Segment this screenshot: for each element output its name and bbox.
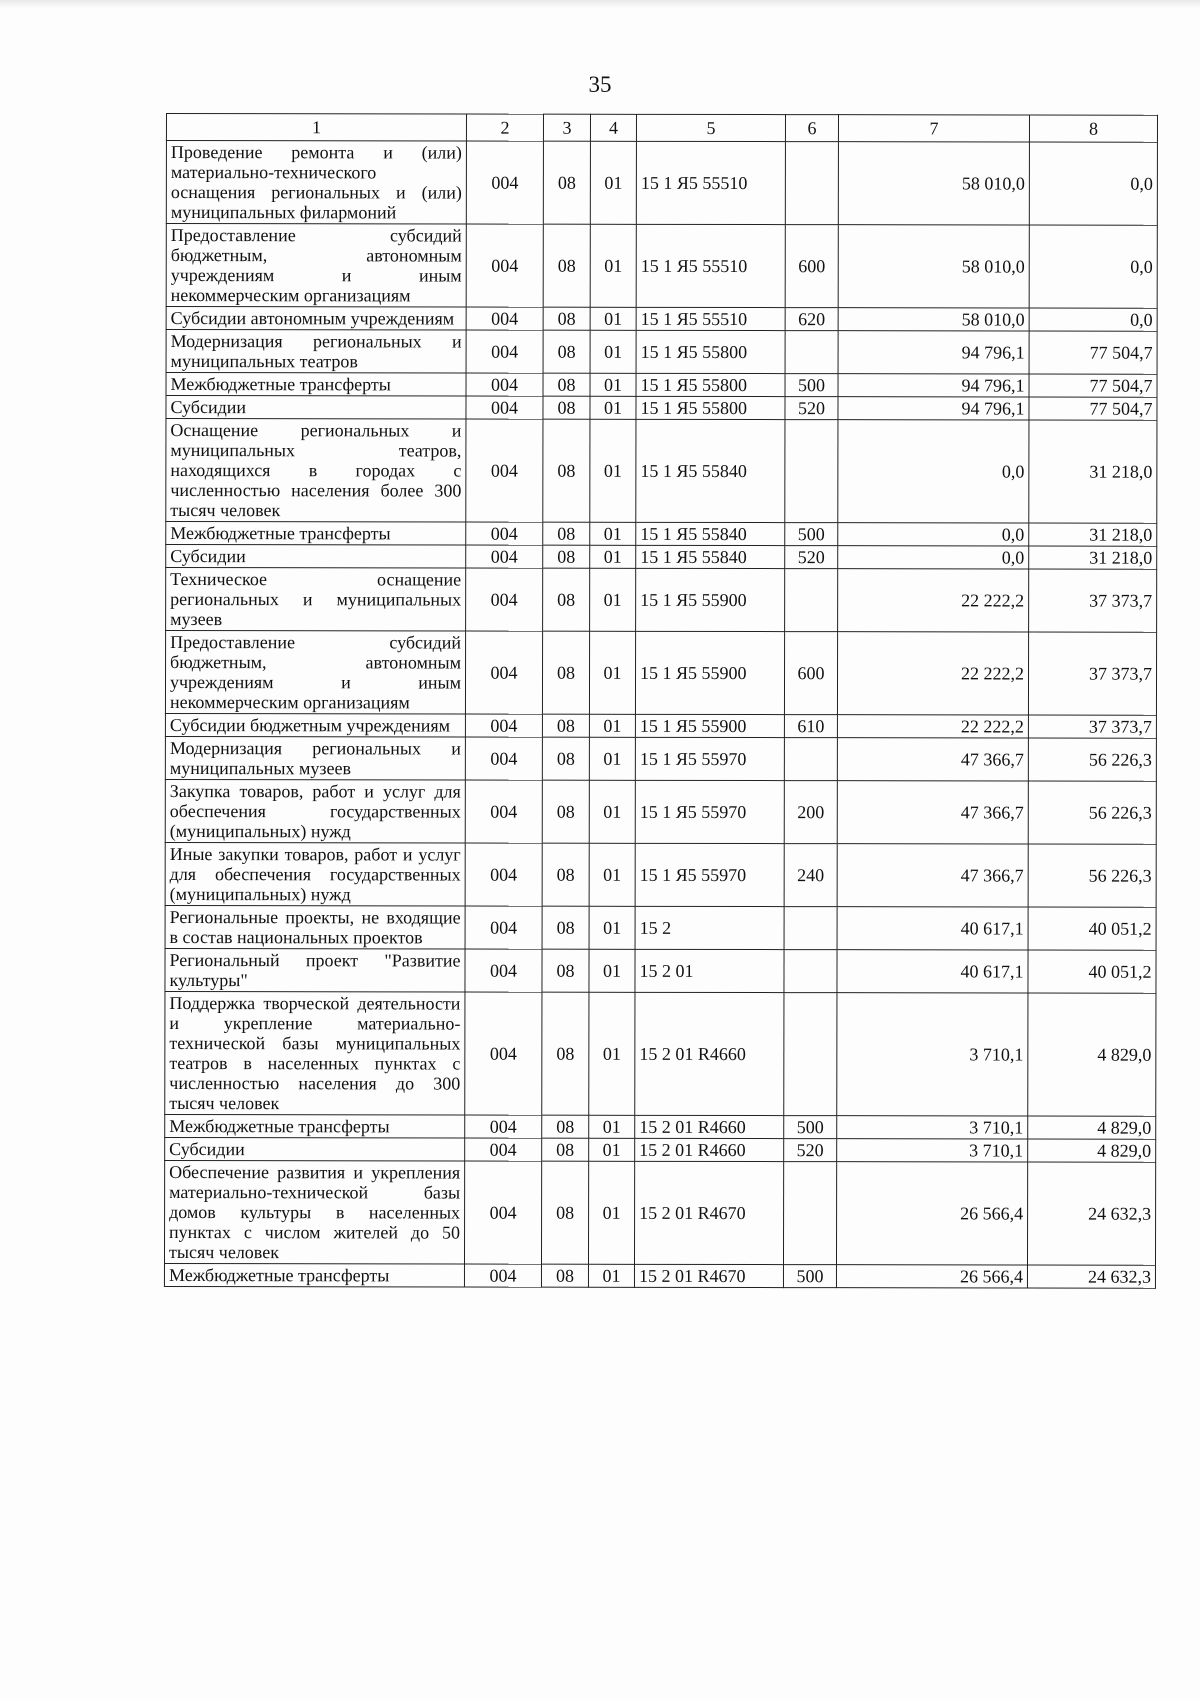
code-section: 08 bbox=[543, 396, 590, 419]
column-header: 8 bbox=[1029, 115, 1157, 142]
code-target-article: 15 2 01 bbox=[635, 949, 784, 992]
code-target-article: 15 1 Я5 55800 bbox=[636, 330, 785, 373]
table-row bbox=[165, 779, 1156, 844]
code-ministry: 004 bbox=[465, 737, 542, 780]
code-expense-type: 620 bbox=[785, 308, 838, 331]
code-ministry: 004 bbox=[466, 522, 543, 545]
code-target-article: 15 2 01 R4670 bbox=[634, 1161, 783, 1264]
amount-year-1: 47 366,7 bbox=[837, 781, 1028, 844]
amount-year-2: 77 504,7 bbox=[1029, 374, 1157, 397]
code-subsection: 01 bbox=[590, 568, 636, 631]
code-subsection: 01 bbox=[590, 141, 636, 224]
amount-year-2: 40 051,2 bbox=[1028, 950, 1156, 993]
table-row bbox=[166, 330, 1157, 375]
code-subsection: 01 bbox=[590, 545, 636, 568]
code-target-article: 15 1 Я5 55970 bbox=[635, 843, 784, 906]
code-expense-type bbox=[783, 1162, 836, 1265]
code-section: 08 bbox=[542, 714, 589, 737]
table-row bbox=[166, 307, 1157, 332]
table-row bbox=[165, 905, 1156, 950]
amount-year-2: 31 218,0 bbox=[1029, 523, 1157, 546]
amount-year-1: 40 617,1 bbox=[837, 950, 1028, 993]
table-row bbox=[166, 396, 1157, 421]
table-row bbox=[166, 522, 1157, 547]
code-target-article: 15 1 Я5 55510 bbox=[636, 141, 785, 224]
row-name: Иные закупки товаров, работ и услуг для обеспечения государственных (муниципальных) нужд bbox=[165, 842, 465, 906]
code-ministry: 004 bbox=[466, 419, 543, 522]
code-subsection: 01 bbox=[589, 906, 635, 949]
row-name: Субсидии bbox=[166, 396, 466, 420]
code-section: 08 bbox=[543, 141, 590, 224]
code-expense-type: 520 bbox=[785, 546, 838, 569]
amount-year-2: 56 226,3 bbox=[1028, 844, 1156, 907]
column-header: 1 bbox=[166, 114, 466, 142]
table-row bbox=[165, 991, 1156, 1116]
amount-year-1: 3 710,1 bbox=[837, 993, 1028, 1116]
amount-year-1: 94 796,1 bbox=[838, 331, 1029, 374]
row-name: Закупка товаров, работ и услуг для обеспечения государственных (муниципальных) нужд bbox=[165, 779, 465, 843]
code-target-article: 15 2 01 R4660 bbox=[635, 1138, 784, 1161]
amount-year-2: 77 504,7 bbox=[1029, 397, 1157, 420]
table-row bbox=[165, 631, 1156, 716]
amount-year-2: 0,0 bbox=[1029, 225, 1157, 308]
code-ministry: 004 bbox=[465, 906, 542, 949]
amount-year-2: 4 829,0 bbox=[1028, 1139, 1156, 1162]
amount-year-1: 94 796,1 bbox=[838, 374, 1029, 397]
row-name: Предоставление субсидий бюджетным, автономным учреждениям и иным некоммерческим организациям bbox=[166, 224, 466, 308]
code-expense-type bbox=[784, 738, 837, 781]
code-subsection: 01 bbox=[589, 631, 635, 714]
code-expense-type: 600 bbox=[785, 225, 838, 308]
amount-year-1: 58 010,0 bbox=[838, 308, 1029, 331]
code-section: 08 bbox=[542, 949, 589, 992]
code-expense-type bbox=[785, 331, 838, 374]
column-header: 4 bbox=[590, 114, 636, 141]
code-section: 08 bbox=[543, 568, 590, 631]
code-subsection: 01 bbox=[590, 419, 636, 522]
row-name: Субсидии бюджетным учреждениям bbox=[165, 713, 465, 737]
amount-year-2: 31 218,0 bbox=[1029, 420, 1157, 523]
row-name: Субсидии bbox=[165, 1137, 465, 1161]
code-target-article: 15 1 Я5 55900 bbox=[635, 714, 784, 737]
code-target-article: 15 2 01 R4670 bbox=[634, 1264, 783, 1287]
amount-year-1: 94 796,1 bbox=[838, 397, 1029, 420]
code-ministry: 004 bbox=[466, 330, 543, 373]
code-subsection: 01 bbox=[590, 224, 636, 307]
code-section: 08 bbox=[542, 1115, 589, 1138]
amount-year-1: 47 366,7 bbox=[837, 844, 1028, 907]
code-section: 08 bbox=[543, 419, 590, 522]
code-ministry: 004 bbox=[465, 843, 542, 906]
amount-year-2: 4 829,0 bbox=[1028, 1116, 1156, 1139]
code-subsection: 01 bbox=[589, 992, 635, 1115]
row-name: Региональный проект "Развитие культуры" bbox=[165, 948, 465, 992]
code-ministry: 004 bbox=[465, 714, 542, 737]
code-expense-type bbox=[785, 420, 838, 523]
code-expense-type: 520 bbox=[785, 397, 838, 420]
code-ministry: 004 bbox=[465, 992, 542, 1115]
code-ministry: 004 bbox=[466, 141, 543, 224]
amount-year-2: 0,0 bbox=[1029, 308, 1157, 331]
row-name: Проведение ремонта и (или) материально-технического оснащения региональных и (или) муниципальных филармоний bbox=[166, 141, 466, 225]
code-expense-type: 240 bbox=[784, 844, 837, 907]
code-section: 08 bbox=[541, 1161, 588, 1264]
code-subsection: 01 bbox=[588, 1161, 634, 1264]
code-section: 08 bbox=[542, 780, 589, 843]
amount-year-1: 0,0 bbox=[838, 546, 1029, 569]
code-ministry: 004 bbox=[464, 1264, 541, 1287]
code-section: 08 bbox=[542, 906, 589, 949]
row-name: Региональные проекты, не входящие в состав национальных проектов bbox=[165, 905, 465, 949]
table-row bbox=[166, 419, 1157, 524]
code-expense-type bbox=[784, 950, 837, 993]
table-row bbox=[166, 545, 1157, 570]
row-name: Межбюджетные трансферты bbox=[166, 522, 466, 546]
amount-year-1: 47 366,7 bbox=[837, 738, 1028, 781]
code-subsection: 01 bbox=[589, 1138, 635, 1161]
table-row bbox=[166, 224, 1157, 309]
code-section: 08 bbox=[543, 307, 590, 330]
table-row bbox=[165, 713, 1156, 738]
code-section: 08 bbox=[543, 330, 590, 373]
amount-year-2: 56 226,3 bbox=[1028, 781, 1156, 844]
code-subsection: 01 bbox=[590, 330, 636, 373]
header-row bbox=[166, 114, 1157, 143]
code-target-article: 15 1 Я5 55800 bbox=[636, 373, 785, 396]
code-subsection: 01 bbox=[588, 1264, 634, 1287]
row-name: Межбюджетные трансферты bbox=[165, 1114, 465, 1138]
code-expense-type: 500 bbox=[785, 523, 838, 546]
code-expense-type: 500 bbox=[783, 1265, 836, 1288]
code-ministry: 004 bbox=[465, 780, 542, 843]
code-subsection: 01 bbox=[590, 373, 636, 396]
row-name: Субсидии автономным учреждениям bbox=[166, 307, 466, 331]
table-row bbox=[166, 373, 1157, 398]
amount-year-1: 26 566,4 bbox=[836, 1265, 1027, 1288]
code-section: 08 bbox=[543, 373, 590, 396]
code-subsection: 01 bbox=[590, 396, 636, 419]
code-ministry: 004 bbox=[465, 631, 542, 714]
amount-year-1: 0,0 bbox=[838, 523, 1029, 546]
row-name: Субсидии bbox=[166, 545, 466, 569]
code-target-article: 15 1 Я5 55900 bbox=[635, 631, 784, 714]
code-expense-type: 610 bbox=[784, 715, 837, 738]
amount-year-1: 22 222,2 bbox=[837, 632, 1028, 715]
code-target-article: 15 1 Я5 55970 bbox=[635, 780, 784, 843]
code-expense-type: 600 bbox=[784, 632, 837, 715]
code-expense-type: 500 bbox=[785, 374, 838, 397]
table-row bbox=[165, 948, 1156, 993]
amount-year-1: 22 222,2 bbox=[837, 715, 1028, 738]
code-expense-type bbox=[785, 142, 838, 225]
amount-year-2: 77 504,7 bbox=[1029, 331, 1157, 374]
table-row bbox=[166, 141, 1157, 226]
code-subsection: 01 bbox=[589, 949, 635, 992]
scan-edge bbox=[0, 0, 1200, 8]
column-header: 2 bbox=[466, 114, 543, 141]
code-ministry: 004 bbox=[466, 307, 543, 330]
amount-year-2: 37 373,7 bbox=[1028, 715, 1156, 738]
amount-year-2: 37 373,7 bbox=[1028, 632, 1156, 715]
amount-year-2: 56 226,3 bbox=[1028, 738, 1156, 781]
row-name: Поддержка творческой деятельности и укрепление материально-технической базы муниципальных театров в населенных пунктах с численностью населения до 300 тысяч человек bbox=[165, 991, 465, 1115]
row-name: Межбюджетные трансферты bbox=[166, 373, 466, 397]
column-header: 5 bbox=[636, 114, 785, 141]
row-name: Модернизация региональных и муниципальных музеев bbox=[165, 736, 465, 780]
code-expense-type bbox=[784, 907, 837, 950]
code-subsection: 01 bbox=[589, 1115, 635, 1138]
table-row bbox=[166, 568, 1157, 633]
code-ministry: 004 bbox=[466, 373, 543, 396]
code-section: 08 bbox=[542, 631, 589, 714]
code-target-article: 15 1 Я5 55970 bbox=[635, 737, 784, 780]
row-name: Предоставление субсидий бюджетным, автономным учреждениям и иным некоммерческим организациям bbox=[165, 631, 465, 715]
code-ministry: 004 bbox=[466, 396, 543, 419]
table-row bbox=[164, 1263, 1155, 1288]
code-subsection: 01 bbox=[589, 780, 635, 843]
amount-year-2: 24 632,3 bbox=[1027, 1265, 1155, 1288]
table-row bbox=[165, 842, 1156, 907]
row-name: Межбюджетные трансферты bbox=[164, 1263, 464, 1287]
code-ministry: 004 bbox=[466, 568, 543, 631]
table-row bbox=[165, 1114, 1156, 1139]
code-section: 08 bbox=[543, 224, 590, 307]
amount-year-1: 0,0 bbox=[838, 420, 1029, 523]
amount-year-1: 40 617,1 bbox=[837, 907, 1028, 950]
page-number: 35 bbox=[588, 72, 612, 97]
code-expense-type: 520 bbox=[784, 1139, 837, 1162]
amount-year-1: 58 010,0 bbox=[838, 142, 1029, 225]
table-row bbox=[165, 1137, 1156, 1162]
column-header: 6 bbox=[785, 115, 838, 142]
code-expense-type bbox=[785, 569, 838, 632]
code-expense-type bbox=[784, 993, 837, 1116]
amount-year-2: 24 632,3 bbox=[1027, 1162, 1155, 1265]
amount-year-1: 58 010,0 bbox=[838, 225, 1029, 308]
code-section: 08 bbox=[541, 1264, 588, 1287]
code-subsection: 01 bbox=[589, 843, 635, 906]
code-target-article: 15 1 Я5 55840 bbox=[636, 545, 785, 568]
amount-year-1: 3 710,1 bbox=[837, 1139, 1028, 1162]
code-target-article: 15 1 Я5 55900 bbox=[636, 568, 785, 631]
code-expense-type: 200 bbox=[784, 781, 837, 844]
code-ministry: 004 bbox=[465, 1115, 542, 1138]
amount-year-2: 31 218,0 bbox=[1029, 546, 1157, 569]
code-target-article: 15 2 01 R4660 bbox=[635, 1115, 784, 1138]
code-subsection: 01 bbox=[589, 714, 635, 737]
code-section: 08 bbox=[542, 1138, 589, 1161]
amount-year-2: 4 829,0 bbox=[1028, 993, 1156, 1116]
code-target-article: 15 1 Я5 55510 bbox=[636, 307, 785, 330]
table-row bbox=[165, 736, 1156, 781]
amount-year-1: 22 222,2 bbox=[838, 569, 1029, 632]
code-ministry: 004 bbox=[465, 949, 542, 992]
row-name: Обеспечение развития и укрепления материально-технической базы домов культуры в населенных пунктах с числом жителей до 50 тысяч человек bbox=[164, 1160, 464, 1264]
code-subsection: 01 bbox=[590, 307, 636, 330]
code-section: 08 bbox=[542, 992, 589, 1115]
code-target-article: 15 2 01 R4660 bbox=[635, 992, 784, 1115]
code-expense-type: 500 bbox=[784, 1116, 837, 1139]
column-header: 7 bbox=[838, 115, 1029, 142]
amount-year-1: 3 710,1 bbox=[837, 1116, 1028, 1139]
column-header: 3 bbox=[543, 114, 590, 141]
amount-year-2: 37 373,7 bbox=[1029, 569, 1157, 632]
code-ministry: 004 bbox=[465, 1138, 542, 1161]
code-subsection: 01 bbox=[589, 737, 635, 780]
code-ministry: 004 bbox=[464, 1161, 541, 1264]
code-subsection: 01 bbox=[590, 522, 636, 545]
code-section: 08 bbox=[542, 737, 589, 780]
code-ministry: 004 bbox=[466, 545, 543, 568]
code-ministry: 004 bbox=[466, 224, 543, 307]
code-target-article: 15 1 Я5 55840 bbox=[636, 522, 785, 545]
amount-year-1: 26 566,4 bbox=[836, 1162, 1027, 1265]
code-target-article: 15 1 Я5 55840 bbox=[636, 419, 785, 522]
code-target-article: 15 1 Я5 55510 bbox=[636, 224, 785, 307]
code-section: 08 bbox=[542, 843, 589, 906]
amount-year-2: 0,0 bbox=[1029, 142, 1157, 225]
amount-year-2: 40 051,2 bbox=[1028, 907, 1156, 950]
code-target-article: 15 1 Я5 55800 bbox=[636, 396, 785, 419]
code-section: 08 bbox=[543, 522, 590, 545]
table-row bbox=[164, 1160, 1155, 1265]
row-name: Оснащение региональных и муниципальных театров, находящихся в городах с численностью населения более 300 тысяч человек bbox=[166, 419, 466, 523]
code-section: 08 bbox=[543, 545, 590, 568]
row-name: Техническое оснащение региональных и муниципальных музеев bbox=[166, 568, 466, 632]
budget-table bbox=[164, 113, 1158, 1289]
row-name: Модернизация региональных и муниципальных театров bbox=[166, 330, 466, 374]
code-target-article: 15 2 bbox=[635, 906, 784, 949]
